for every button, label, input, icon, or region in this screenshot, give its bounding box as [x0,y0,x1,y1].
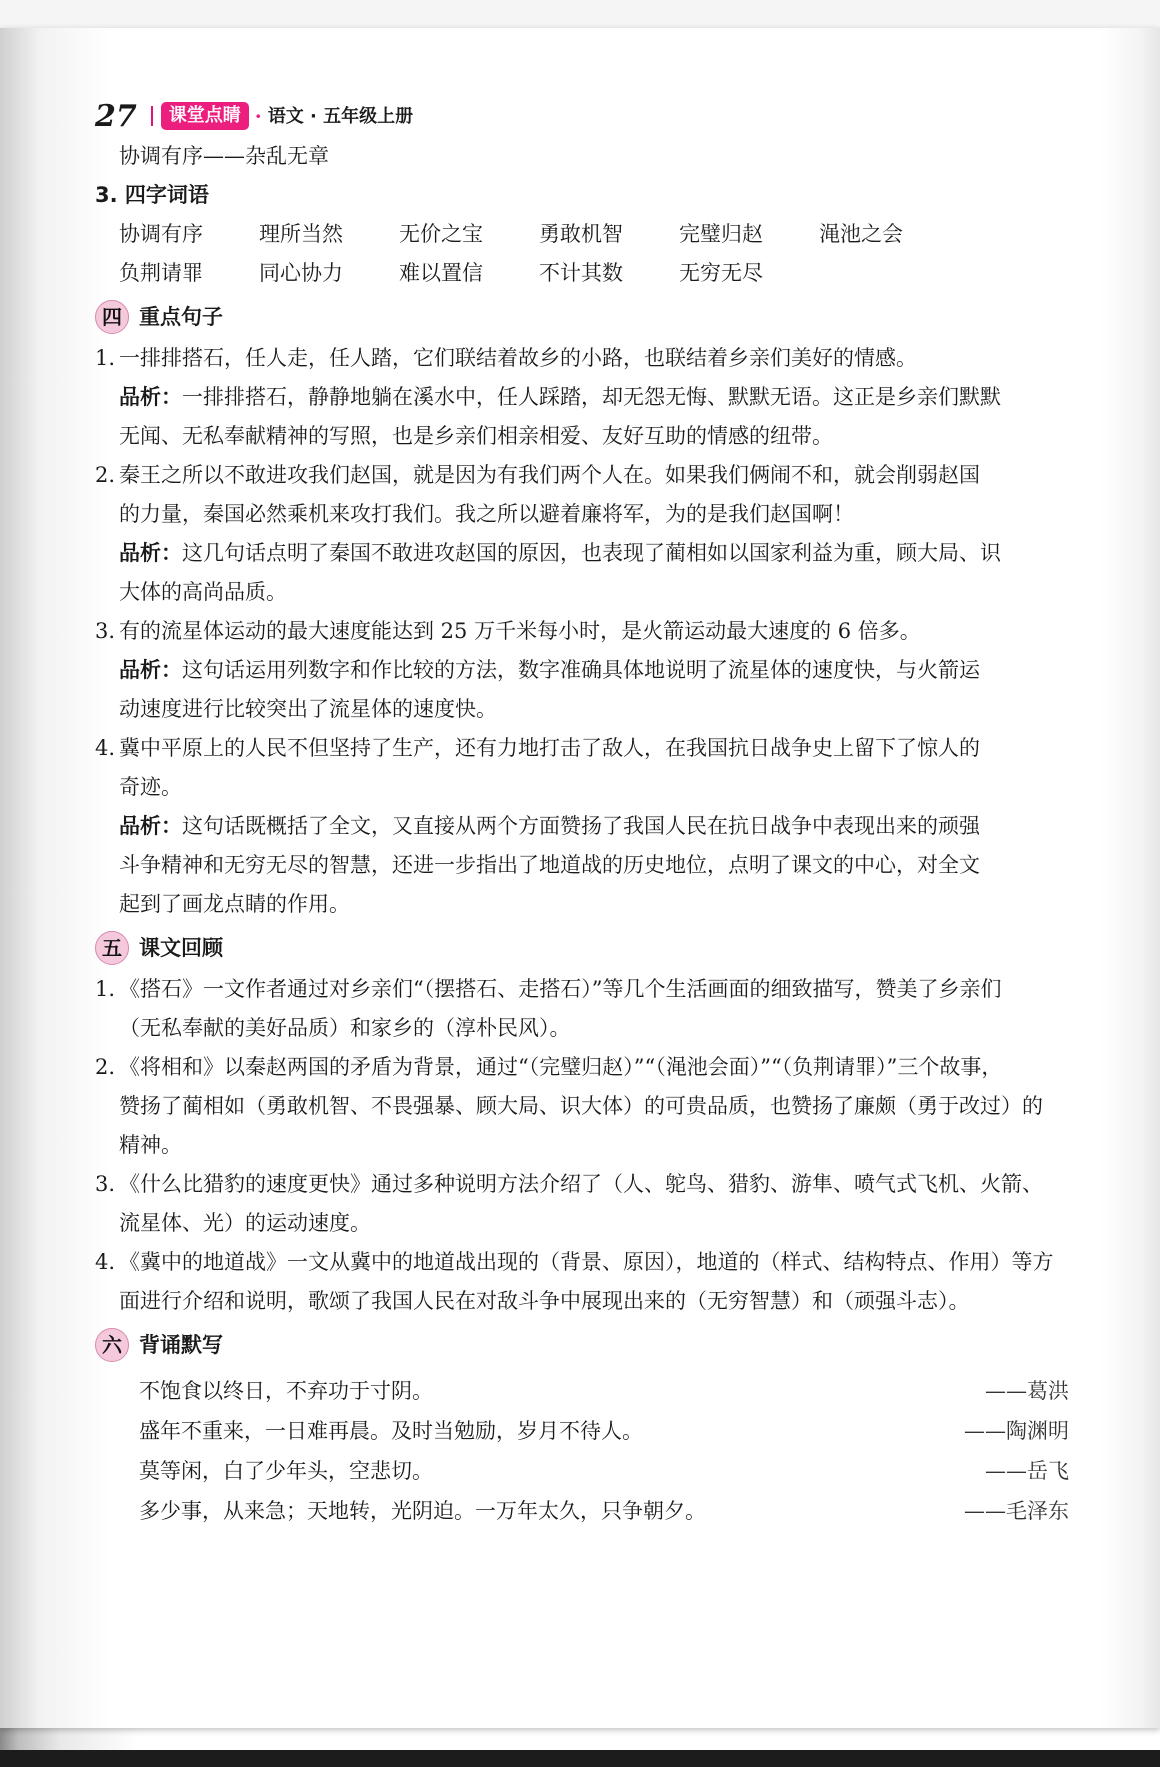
idiom: 无价之宝 [399,222,483,246]
analysis-line: 这几句话点明了秦国不敢进攻赵国的原因，也表现了蔺相如以国家利益为重，顾大局、识 [182,541,1001,565]
section-number-badge: 五 [95,931,129,965]
analysis-line: 斗争精神和无穷无尽的智慧，还进一步指出了地道战的历史地位，点明了课文的中心，对全文 [119,853,980,877]
item-number: 4. [95,1250,116,1274]
recitation-author: ——葛洪 [985,1379,1069,1403]
idiom: 渑池之会 [819,222,903,246]
bottom-bar [0,1750,1160,1767]
analysis-label: 品析： [119,814,182,838]
sentence-line: 冀中平原上的人民不但坚持了生产，还有力地打击了敌人，在我国抗日战争史上留下了惊人的 [119,736,980,760]
analysis-label: 品析： [119,541,182,565]
idiom: 理所当然 [259,222,343,246]
sentence-line: 有的流星体运动的最大速度能达到 25 万千米每小时，是火箭运动最大速度的 6 倍多。 [119,619,921,643]
key-sentence-item [95,729,1070,807]
antonym-line: 协调有序——杂乱无章 [119,144,329,168]
review-line: 面进行介绍和说明，歌颂了我国人民在对敌斗争中展现出来的（无穷智慧）和（顽强斗志）。 [119,1289,970,1313]
analysis-line: 大体的高尚品质。 [119,580,287,604]
analysis-block [95,651,1070,729]
idiom: 不计其数 [539,261,623,285]
recitation-text: 不饱食以终日，不弃功于寸阴。 [139,1379,433,1403]
header-dot: · [254,103,262,128]
analysis-line: 这句话运用列数字和作比较的方法，数字准确具体地说明了流星体的速度快，与火箭运 [182,658,980,682]
top-bar [0,0,1160,28]
review-item [95,970,1070,1048]
key-sentence-item [95,456,1070,534]
series-badge: 课堂点睛 [161,102,249,130]
review-line: 流星体、光）的运动速度。 [119,1211,371,1235]
analysis-line: 动速度进行比较突出了流星体的速度快。 [119,697,497,721]
review-line: 《什么比猎豹的速度更快》通过多种说明方法介绍了（人、鸵鸟、猎豹、游隼、喷气式飞机、火箭、 [119,1172,1043,1196]
item-number: 2. [95,463,116,487]
recitation-row [139,1491,1069,1531]
recitation-text: 盛年不重来，一日难再晨。及时当勉励，岁月不待人。 [139,1419,643,1443]
review-line: 《将相和》以秦赵两国的矛盾为背景，通过“（完璧归赵）”“（渑池会面）”“（负荆请罪）”三个故事， [119,1055,1003,1079]
item-number: 1. [95,346,116,370]
item-number: 4. [95,736,116,760]
sentence-line: 秦王之所以不敢进攻我们赵国，就是因为有我们两个人在。如果我们俩闹不和，就会削弱赵国 [119,463,980,487]
recitation-row [139,1371,1069,1411]
section-title: 背诵默写 [139,1332,223,1357]
key-sentence-item [95,612,1070,651]
idiom-row-2 [95,254,1070,293]
analysis-block [95,534,1070,612]
recitation-author: ——毛泽东 [964,1499,1069,1523]
section5-header [95,926,1070,970]
page-number: 27 [95,98,137,134]
idiom: 难以置信 [399,261,483,285]
idiom: 协调有序 [119,222,203,246]
review-line: 赞扬了蔺相如（勇敢机智、不畏强暴、顾大局、识大体）的可贵品质，也赞扬了廉颇（勇于改过）的 [119,1094,1043,1118]
recitation-text: 多少事，从来急；天地转，光阴迫。一万年太久，只争朝夕。 [139,1499,706,1523]
analysis-line: 一排排搭石，静静地躺在溪水中，任人踩踏，却无怨无悔、默默无语。这正是乡亲们默默 [182,385,1001,409]
section4-header [95,295,1070,339]
recitation-row [139,1451,1069,1491]
recitation-text: 莫等闲，白了少年头，空悲切。 [139,1459,433,1483]
analysis-line: 这句话既概括了全文，又直接从两个方面赞扬了我国人民在抗日战争中表现出来的顽强 [182,814,980,838]
recitation-author: ——陶渊明 [964,1419,1069,1443]
idiom: 负荆请罪 [119,261,203,285]
idiom: 无穷无尽 [679,261,763,285]
sentence-line: 的力量，秦国必然乘机来攻打我们。我之所以避着廉将军，为的是我们赵国啊！ [119,502,854,526]
section6-header [95,1323,1070,1367]
section-number-badge: 四 [95,300,129,334]
key-sentence-item [95,339,1070,378]
review-line: （无私奉献的美好品质）和家乡的（淳朴民风）。 [119,1016,571,1040]
analysis-line: 无闻、无私奉献精神的写照，也是乡亲们相亲相爱、友好互助的情感的纽带。 [119,424,833,448]
section-number-badge: 六 [95,1328,129,1362]
sentence-line: 一排排搭石，任人走，任人踏，它们联结着故乡的小路，也联结着乡亲们美好的情感。 [119,346,917,370]
analysis-block [95,807,1070,924]
section3-title: 3. 四字词语 [95,183,209,207]
section-title: 重点句子 [139,304,223,329]
recitation-row [139,1411,1069,1451]
idiom-row-1 [95,215,1070,254]
review-item [95,1165,1070,1243]
analysis-line: 起到了画龙点睛的作用。 [119,892,350,916]
page-content [95,95,1070,1531]
header-separator [151,106,153,126]
review-line: 《搭石》一文作者通过对乡亲们“（摆搭石、走搭石）”等几个生活画面的细致描写，赞美了乡亲们 [119,977,1002,1001]
item-number: 3. [95,619,116,643]
section-title: 课文回顾 [139,935,223,960]
item-number: 2. [95,1055,116,1079]
analysis-block [95,378,1070,456]
subject-label: 语文 · 五年级上册 [267,105,414,127]
item-number: 1. [95,977,116,1001]
analysis-label: 品析： [119,385,182,409]
analysis-label: 品析： [119,658,182,682]
recitation-list [95,1371,1069,1531]
review-item [95,1243,1070,1321]
idiom: 勇敢机智 [539,222,623,246]
recitation-author: ——岳飞 [985,1459,1069,1483]
idiom: 同心协力 [259,261,343,285]
review-item [95,1048,1070,1165]
item-number: 3. [95,1172,116,1196]
review-line: 《冀中的地道战》一文从冀中的地道战出现的（背景、原因），地道的（样式、结构特点、作用）等方 [119,1250,1054,1274]
idiom: 完璧归赵 [679,222,763,246]
sentence-line: 奇迹。 [119,775,182,799]
page-header [95,95,1070,137]
review-line: 精神。 [119,1133,182,1157]
